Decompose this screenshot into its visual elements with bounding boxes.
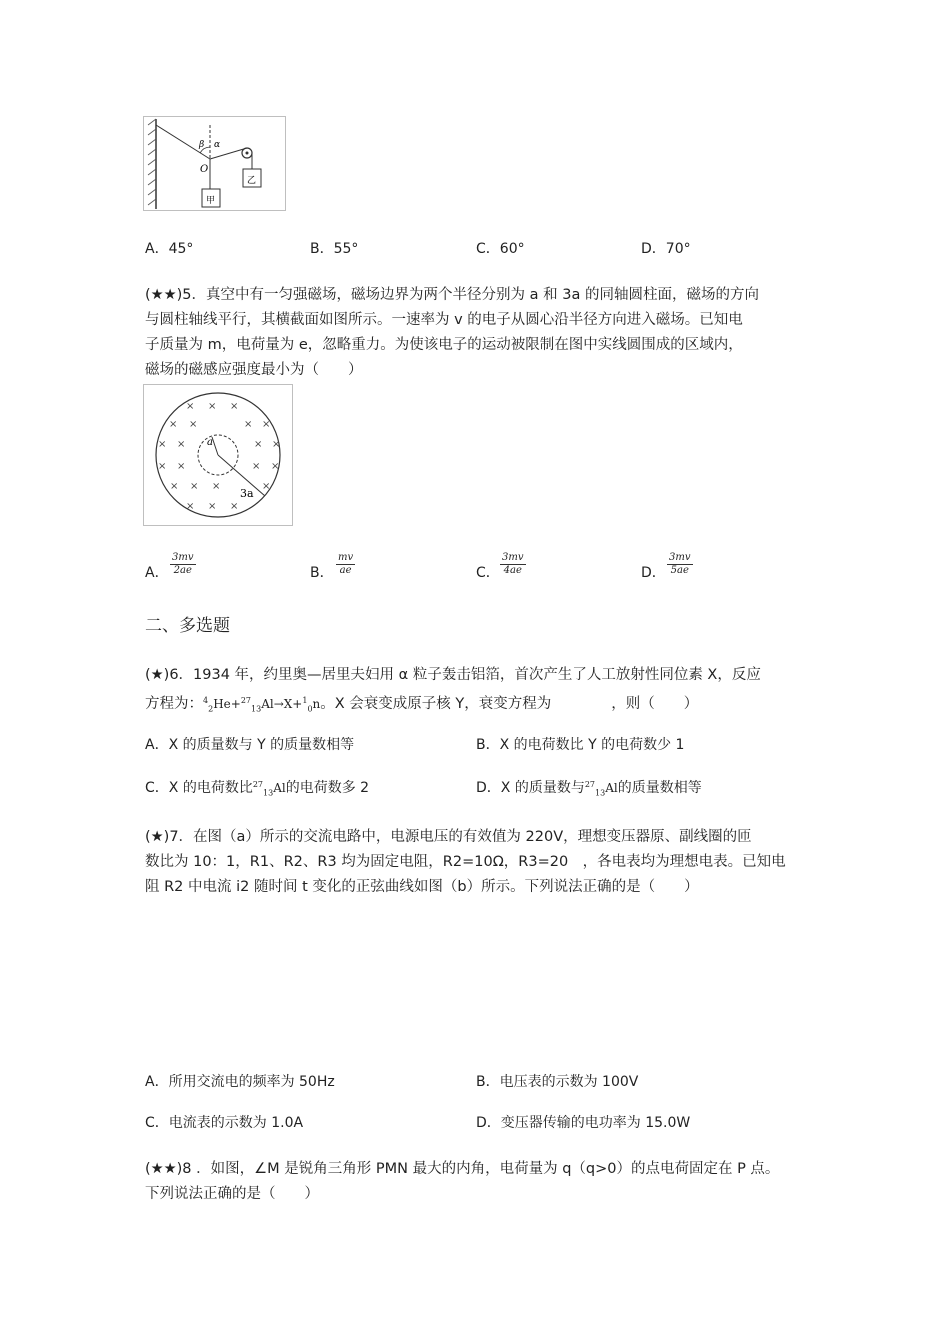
q6-stem: (★)6．1934 年，约里奥—居里夫妇用 α 粒子轰击铝箔，首次产生了人工放射性同位素 X，反应 方程为：$^4_2$He+$^{27}_{13}$Al→X+$^1_0$n。X 会衰变成原子核 Y，衰变方程为 ，则（ ） — [145, 667, 761, 714]
svg-text:×: × — [177, 461, 186, 472]
q5-option-a-letter: A． — [145, 565, 169, 581]
a-label: a — [207, 437, 213, 448]
svg-text:×: × — [252, 461, 261, 472]
beta-label: β — [199, 140, 205, 150]
q7-option-c: C．电流表的示数为 1.0A — [145, 1115, 304, 1131]
q5-stem: (★★)5．真空中有一匀强磁场，磁场边界为两个半径分别为 a 和 3a 的同轴圆柱面，磁场的方向 与圆柱轴线平行，其横截面如图所示。一速率为 v 的电子从圆心沿半径方向进入磁场。已知电 子质量为 m，电荷量为 e，忽略重力。为使该电子的运动被限制在图中实线圆围成的区域内， 磁场的磁感应强度最小为（ ） — [145, 287, 759, 378]
q4-option-b: B．55° — [310, 241, 359, 257]
svg-text:×: × — [272, 439, 281, 450]
q5-option-b-fraction: $\frac{mv}{ae}$ — [338, 552, 354, 576]
q5-figure — [143, 384, 293, 526]
svg-text:×: × — [177, 439, 186, 450]
svg-text:×: × — [230, 501, 239, 512]
3a-label: 3a — [240, 487, 254, 500]
q8-stem: (★★)8 ．如图，∠M 是锐角三角形 PMN 最大的内角，电荷量为 q（q>0）的点电荷固定在 P 点。 下列说法正确的是（ ） — [145, 1161, 780, 1202]
svg-text:×: × — [158, 461, 167, 472]
svg-text:×: × — [254, 439, 263, 450]
svg-text:×: × — [169, 419, 178, 430]
q5-option-a-fraction: $\frac{3mv}{2ae}$ — [172, 552, 194, 576]
svg-text:×: × — [186, 501, 195, 512]
q7-stem: (★)7．在图（a）所示的交流电路中，电源电压的有效值为 220V，理想变压器原、副线圈的匝 数比为 10：1，R1、R2、R3 均为固定电阻，R2=10Ω，R3=20 ，各电表均为理想电表。已知电 阻 R2 中电流 i2 随时间 t 变化的正弦曲线如图（b）所示。下列说法正确的是（ ） — [145, 829, 786, 895]
q6-option-a: A．X 的质量数与 Y 的质量数相等 — [145, 737, 355, 753]
o-label: O — [200, 164, 209, 175]
q4-figure-drawing — [144, 117, 285, 210]
q5-option-d-fraction: $\frac{3mv}{5ae}$ — [669, 552, 691, 576]
q5-field-diagram — [144, 385, 292, 525]
q6-option-c: C．X 的电荷数比$^{27}_{13}$Al的电荷数多 2 — [145, 780, 370, 798]
yi-label: 乙 — [247, 176, 257, 186]
svg-text:×: × — [158, 439, 167, 450]
q5-option-b-letter: B． — [310, 565, 334, 581]
svg-text:×: × — [186, 401, 195, 412]
svg-text:×: × — [271, 461, 280, 472]
svg-text:×: × — [212, 481, 221, 492]
q6-reaction-equation: $^4_2$He+$^{27}_{13}$Al→X+$^1_0$n — [203, 696, 321, 714]
q5-option-d-letter: D． — [641, 565, 666, 581]
svg-text:×: × — [262, 419, 271, 430]
q5-option-c-fraction: $\frac{3mv}{4ae}$ — [502, 552, 524, 576]
svg-text:×: × — [189, 419, 198, 430]
q7-option-d: D．变压器传输的电功率为 15.0W — [476, 1115, 691, 1131]
q4-figure — [143, 116, 286, 211]
q6-option-d: D．X 的质量数与$^{27}_{13}$Al的质量数相等 — [476, 780, 702, 798]
q4-option-d: D．70° — [641, 241, 691, 257]
svg-text:×: × — [190, 481, 199, 492]
svg-text:×: × — [244, 419, 253, 430]
q7-option-b: B．电压表的示数为 100V — [476, 1074, 639, 1090]
jia-label: 甲 — [206, 196, 216, 206]
svg-text:×: × — [208, 401, 217, 412]
svg-text:×: × — [208, 501, 217, 512]
q6-option-b: B．X 的电荷数比 Y 的电荷数少 1 — [476, 737, 685, 753]
svg-text:×: × — [262, 481, 271, 492]
alpha-label: α — [214, 140, 221, 150]
q4-option-c: C．60° — [476, 241, 525, 257]
q7-option-a: A．所用交流电的频率为 50Hz — [145, 1074, 335, 1090]
q5-option-c-letter: C． — [476, 565, 500, 581]
svg-text:×: × — [230, 401, 239, 412]
section-title: 二、多选题 — [145, 616, 230, 636]
svg-text:×: × — [170, 481, 179, 492]
q4-option-a: A．45° — [145, 241, 194, 257]
